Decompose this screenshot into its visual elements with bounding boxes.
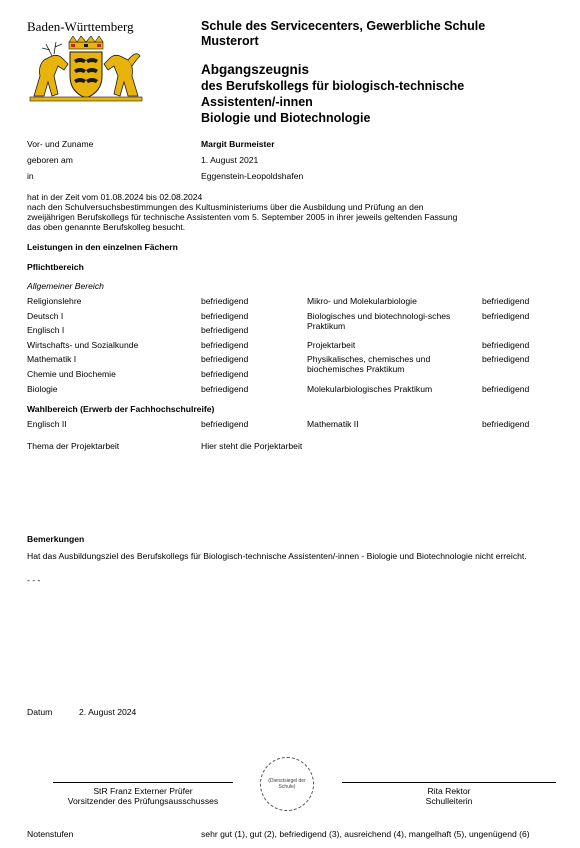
principal-role: Schulleiterin — [425, 796, 473, 806]
signature-line-right — [342, 782, 556, 783]
subject-name: Molekularbiologisches Praktikum — [307, 384, 433, 394]
name-label: Vor- und Zuname — [27, 139, 94, 149]
state-name: Baden-Württemberg — [27, 19, 134, 34]
seal-text: (Dienstsiegel der Schule) — [268, 778, 306, 790]
principal-name: Rita Rektor — [427, 786, 471, 796]
subject-name: Chemie und Biochemie — [27, 369, 116, 379]
grading-scale: sehr gut (1), gut (2), befriedigend (3), ausreichend (4), mangelhaft (5), ungenügend (6) — [201, 829, 530, 839]
subject-grade: befriedigend — [482, 384, 530, 394]
elective-area-heading: Wahlbereich (Erwerb der Fachhochschulreife) — [27, 404, 215, 414]
subject-grade: befriedigend — [201, 296, 249, 306]
school-name-line1: Schule des Servicecenters, Gewerbliche Schule — [201, 19, 486, 33]
subject-grade: befriedigend — [201, 311, 249, 321]
subject-name: Englisch II — [27, 419, 67, 429]
subject-grade: befriedigend — [482, 340, 530, 350]
certificate-title: Abgangszeugnis — [201, 62, 310, 77]
achievements-heading: Leistungen in den einzelnen Fächern — [27, 242, 178, 252]
subject-grade: befriedigend — [201, 384, 249, 394]
subject-name: Englisch I — [27, 325, 65, 335]
subject-name: Physikalisches, chemisches und biochemisches Praktikum — [307, 354, 431, 375]
birth-date-value: 1. August 2021 — [201, 155, 259, 165]
stag-supporter-icon — [34, 42, 68, 96]
intro-line-4: das oben genannte Berufskolleg besucht. — [27, 222, 186, 232]
general-area-heading: Allgemeiner Bereich — [27, 281, 104, 291]
mandatory-area-heading: Pflichtbereich — [27, 262, 84, 272]
examiner-role: Vorsitzender des Prüfungsausschusses — [67, 796, 219, 806]
subject-grade: befriedigend — [201, 325, 249, 335]
certificate-subtitle-3: Biologie und Biotechnologie — [201, 111, 371, 125]
subject-grade: befriedigend — [482, 419, 530, 429]
subject-name: Mathematik I — [27, 354, 77, 364]
subject-name: Projektarbeit — [307, 340, 356, 350]
certificate-subtitle-1: des Berufskollegs für biologisch-technische — [201, 79, 465, 93]
project-topic-value: Hier steht die Porjektarbeit — [201, 441, 303, 451]
subject-grade: befriedigend — [201, 354, 249, 364]
birth-place-label: in — [27, 171, 34, 181]
remarks-dashes: - - - — [27, 575, 41, 585]
document-title — [201, 62, 561, 126]
school-name-line2: Musterort — [201, 34, 259, 48]
birth-place-value: Eggenstein-Leopoldshafen — [201, 171, 304, 181]
subject-grade: befriedigend — [482, 296, 530, 306]
griffin-supporter-icon — [104, 54, 140, 96]
project-topic-label: Thema der Projektarbeit — [27, 441, 120, 451]
examiner-name: StR Franz Externer Prüfer — [93, 786, 193, 796]
official-seal — [260, 757, 314, 811]
crown-icon — [69, 36, 103, 49]
coat-of-arms-icon — [24, 36, 148, 102]
certificate-subtitle-2: Assistenten/-innen — [201, 95, 313, 109]
intro-line-2: nach den Schulversuchsbestimmungen des Kultusministeriums über die Ausbildung und Prüfung an den — [27, 202, 424, 212]
name-value: Margit Burmeister — [201, 139, 275, 149]
subject-name: Mathematik II — [307, 419, 359, 429]
subject-name: Mikro- und Molekularbiologie — [307, 296, 417, 306]
remarks-text: Hat das Ausbildungsziel des Berufskollegs für Biologisch-technische Assistenten/-innen - Biologie und Biotechnologie nicht erreicht. — [27, 551, 527, 561]
subject-grade: befriedigend — [482, 354, 530, 364]
remarks-heading: Bemerkungen — [27, 534, 85, 544]
subject-name: Deutsch I — [27, 311, 64, 321]
subject-name: Biologie — [27, 384, 58, 394]
signature-line-left — [53, 782, 233, 783]
grading-scale-label: Notenstufen — [27, 829, 74, 839]
subject-name: Biologisches und biotechnologi-sches Praktikum — [307, 311, 451, 332]
birth-date-label: geboren am — [27, 155, 73, 165]
school-name — [201, 19, 561, 49]
subject-name: Wirtschafts- und Sozialkunde — [27, 340, 139, 350]
date-value: 2. August 2024 — [79, 707, 137, 717]
subject-name: Religionslehre — [27, 296, 82, 306]
subject-grade: befriedigend — [201, 369, 249, 379]
date-label: Datum — [27, 707, 53, 717]
intro-line-1: hat in der Zeit vom 01.08.2024 bis 02.08.2024 — [27, 192, 203, 202]
subject-grade: befriedigend — [482, 311, 530, 321]
intro-line-3: zweijährigen Berufskollegs für technische Assistenten vom 5. September 2005 in ihrer jeweils geltenden Fassung — [27, 212, 458, 222]
subject-grade: befriedigend — [201, 340, 249, 350]
subject-grade: befriedigend — [201, 419, 249, 429]
